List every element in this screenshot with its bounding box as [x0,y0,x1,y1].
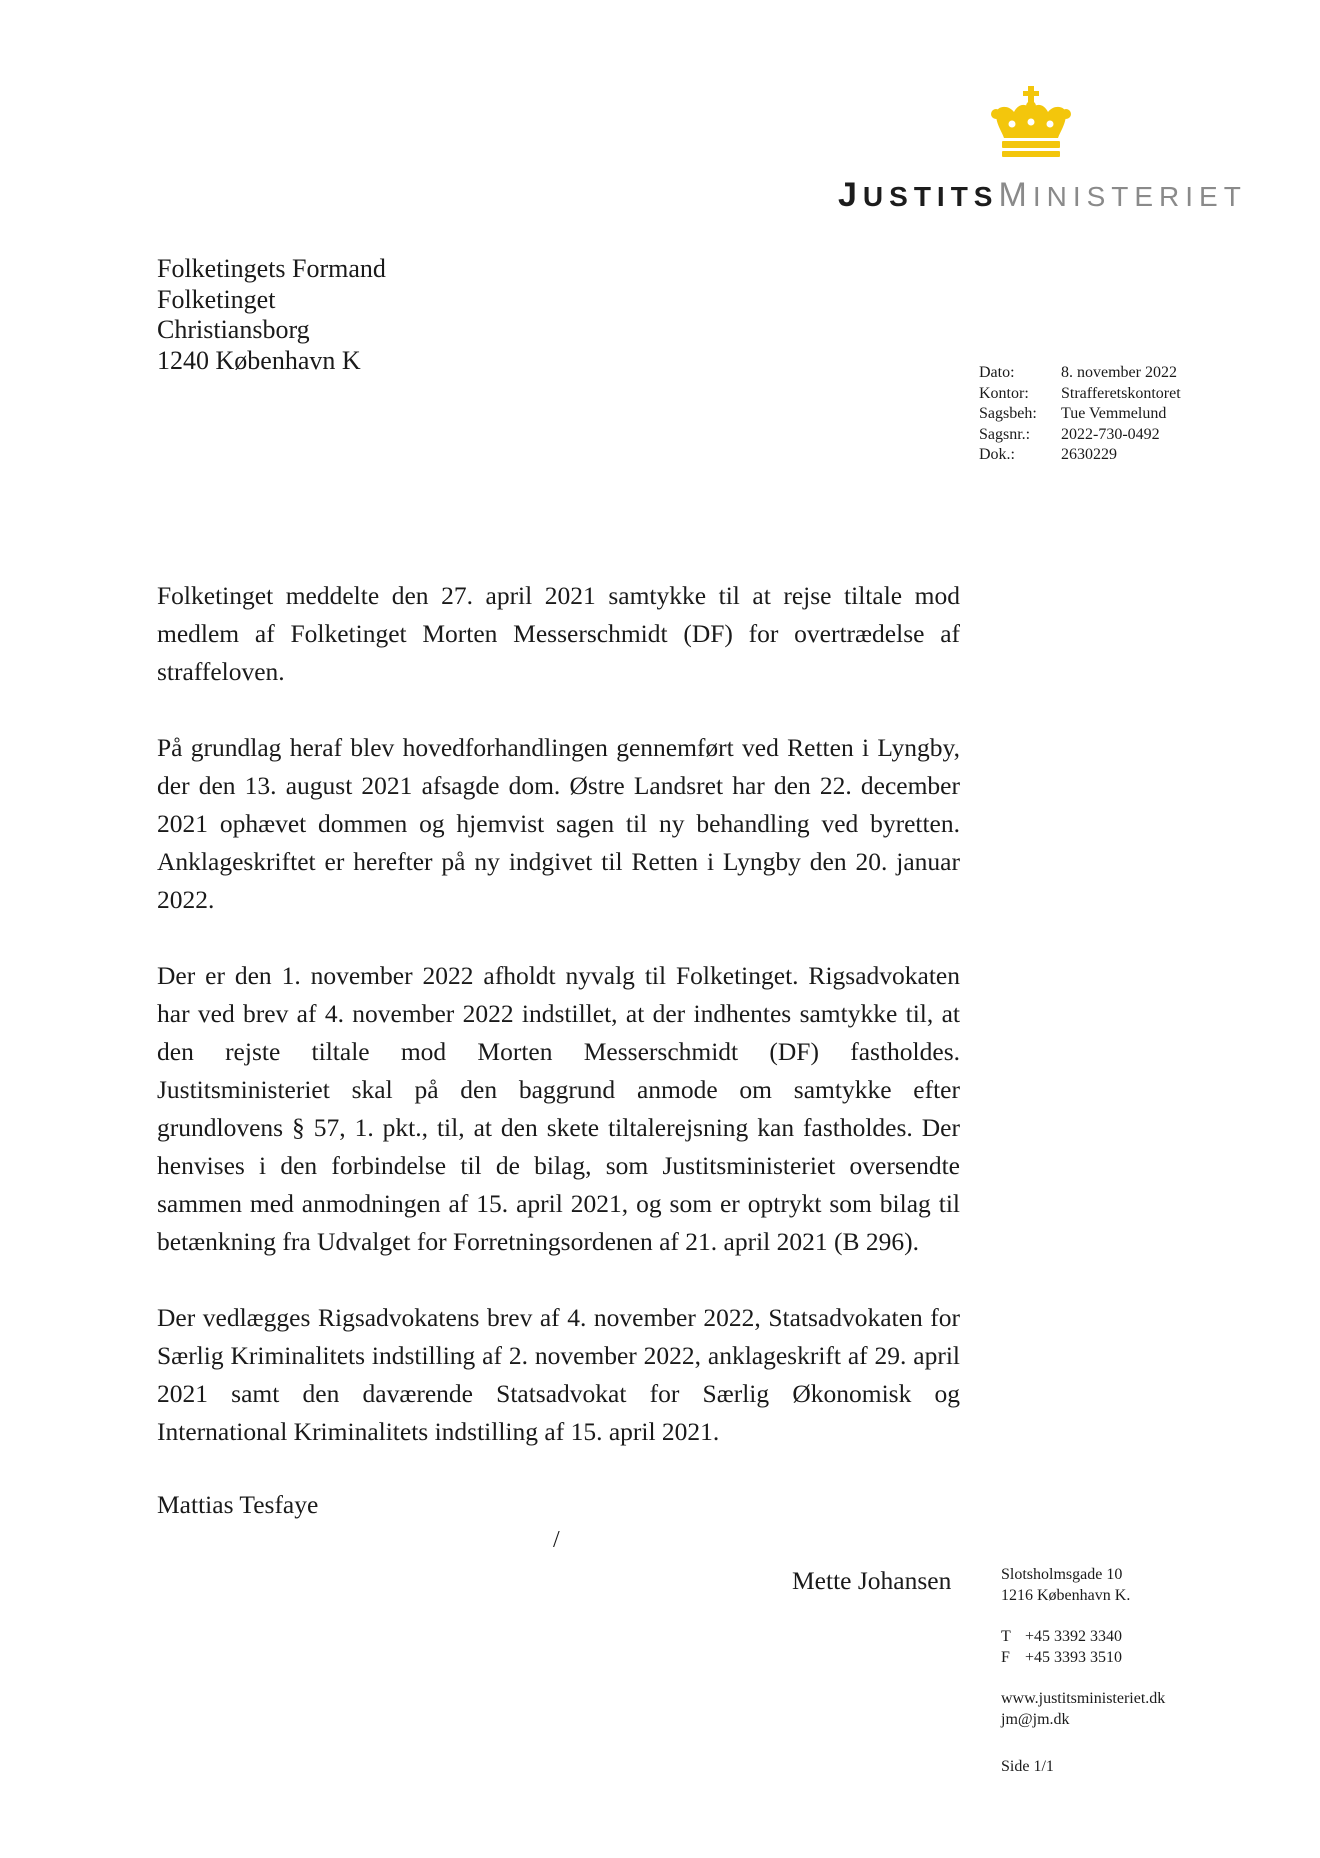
document-meta [979,363,1181,466]
fax-line: F +45 3393 3510 [1001,1648,1123,1666]
recipient-line: Christiansborg [157,315,310,344]
phone-line: T +45 3392 3340 [1001,1628,1123,1645]
signature-official: Mette Johansen [792,1566,952,1595]
meta-row-date: Dato: 8. november 2022 [979,364,1177,381]
meta-row-case-number: Sagsnr.: 2022-730-0492 [979,425,1160,443]
body-paragraph: Der vedlægges Rigsadvokatens brev af 4. november 2022, Statsadvokaten for Særlig Kriminalitets indstilling af 2. november 2022, anklageskrift af 29. april 2021 samt den daværende Statsadvokat for Særlig Økonomisk og International Kriminalitets indstilling af 15. april 2021. [157,1303,960,1446]
body-paragraph: Der er den 1. november 2022 afholdt nyvalg til Folketinget. Rigsadvokaten har ved brev af 4. november 2022 indstillet, at der indhentes samtykke til, at den rejste tiltale mod Morten Messerschmidt (DF) fastholdes. Justitsministeriet skal på den baggrund anmode om samtykke efter grundlovens § 57, 1. pkt., til, at den skete tiltalerejsning kan fastholdes. Der henvises i den forbindelse til de bilag, som Justitsministeriet oversendte sammen med anmodningen af 15. april 2021, og som er optrykt som bilag til betænkning fra Udvalget for Forretningsordenen af 21. april 2021 (B 296). [157,961,960,1256]
signature-minister: Mattias Tesfaye [157,1490,319,1519]
signature-separator: / [553,1527,560,1553]
meta-row-document: Dok.: 2630229 [979,446,1117,463]
body-paragraph: På grundlag heraf blev hovedforhandlingen gennemført ved Retten i Lyngby, der den 13. august 2021 afsagde dom. Østre Landsret har den 22. december 2021 ophævet dommen og hjemvist sagen til ny behandling ved byretten. Anklageskriftet er herefter på ny indgivet til Retten i Lyngby den 20. januar 2022. [157,733,960,914]
letter-body [157,577,960,1489]
recipient-line: Folketingets Formand [157,254,386,283]
recipient-address [157,254,386,376]
recipient-line: Folketinget [157,284,276,314]
meta-row-office: Kontor: Strafferetskontoret [979,384,1181,402]
contact-info [1001,1565,1165,1730]
crown-icon [990,84,1072,158]
body-paragraph: Folketinget meddelte den 27. april 2021 samtykke til at rejse tiltale mod medlem af Folketinget Morten Messerschmidt (DF) for overtrædelse af straffeloven. [157,581,960,686]
website: www.justitsministeriet.dk [1001,1690,1166,1707]
recipient-line: 1240 København K [157,345,361,375]
ministry-logo [838,84,1247,214]
meta-row-caseworker: Sagsbeh: Tue Vemmelund [979,405,1167,422]
address-city: 1216 København K. [1001,1586,1131,1604]
address-street: Slotsholmsgade 10 [1001,1566,1123,1583]
ministry-wordmark: JUSTITSMINISTERIET [838,176,1247,214]
email: jm@jm.dk [1001,1710,1070,1728]
page-number: Side 1/1 [1001,1758,1054,1775]
